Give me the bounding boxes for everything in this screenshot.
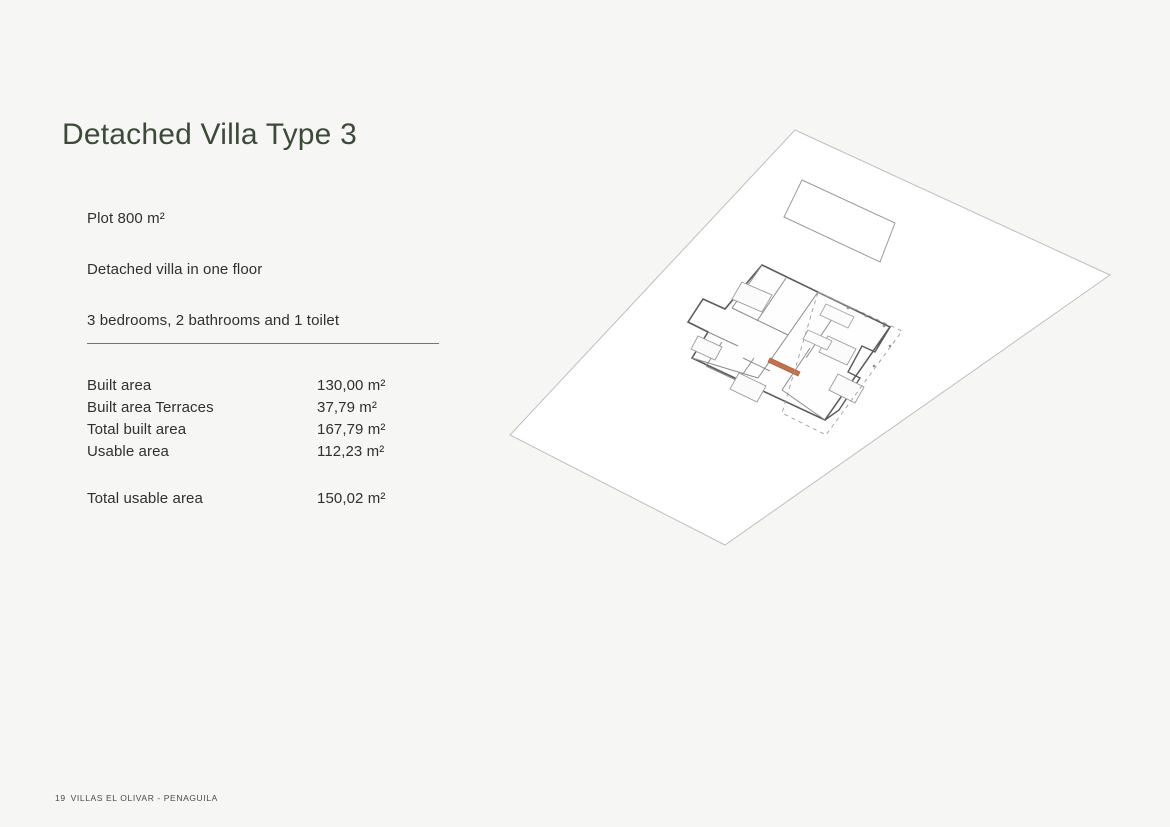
footer-project-text: VILLAS EL OLIVAR - PENAGUILA [70, 793, 218, 803]
footer-page-number: 19 [55, 793, 66, 803]
area-value-built: 130,00 m² [317, 377, 386, 394]
divider-rule [87, 343, 439, 344]
area-label-total-usable: Total usable area [87, 490, 203, 507]
area-value-total-usable: 150,02 m² [317, 490, 386, 507]
table-row-total [87, 490, 457, 512]
left-content-column [62, 118, 502, 512]
intro-line-plot: Plot 800 m² [87, 210, 165, 227]
table-row [87, 443, 457, 465]
area-value-usable: 112,23 m² [317, 443, 385, 460]
area-label-total-built: Total built area [87, 421, 187, 438]
areas-table [87, 377, 457, 512]
table-row [87, 377, 457, 399]
intro-block [87, 210, 502, 329]
area-label-built-terraces: Built area Terraces [87, 399, 214, 416]
intro-line-type: Detached villa in one floor [87, 261, 263, 278]
table-row [87, 421, 457, 443]
floor-plan-illustration [470, 90, 1130, 690]
table-row [87, 399, 457, 421]
intro-line-rooms: 3 bedrooms, 2 bathrooms and 1 toilet [87, 312, 340, 329]
page-footer [55, 793, 218, 803]
table-spacer-row [87, 465, 457, 490]
page-title: Detached Villa Type 3 [62, 118, 357, 151]
area-value-total-built: 167,79 m² [317, 421, 386, 438]
area-value-built-terraces: 37,79 m² [317, 399, 377, 416]
area-label-usable: Usable area [87, 443, 169, 460]
area-label-built: Built area [87, 377, 152, 394]
